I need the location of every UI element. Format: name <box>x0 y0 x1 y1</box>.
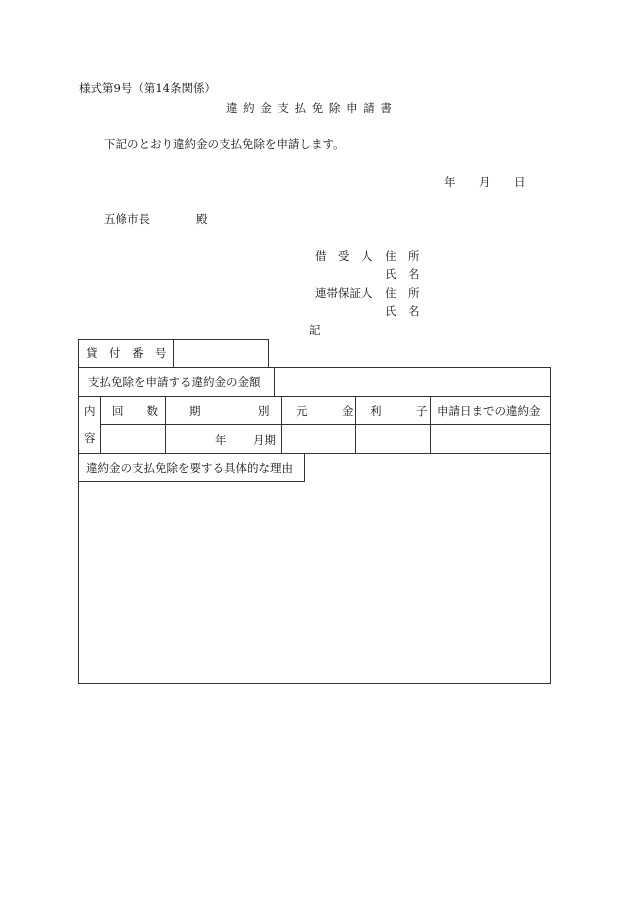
borrower-name-label: 氏 名 <box>385 267 420 281</box>
date-day: 日 <box>514 175 526 189</box>
penalty-value[interactable] <box>432 426 549 452</box>
document-title: 違 約 金 支 払 免 除 申 請 書 <box>226 101 393 115</box>
col-count-divider <box>165 396 166 453</box>
amount-value[interactable] <box>276 369 549 395</box>
count-value[interactable] <box>102 426 164 452</box>
header-principal: 元 金 <box>296 404 354 418</box>
borrower-address-label: 住 所 <box>385 249 420 263</box>
header-count: 回 数 <box>112 404 158 418</box>
header-interest: 利 子 <box>370 404 428 418</box>
borrower-label: 借 受 人 <box>315 249 373 263</box>
date-month: 月 <box>479 175 491 189</box>
loan-number-divider <box>173 339 174 368</box>
loan-number-label: 貸 付 番 号 <box>86 346 167 360</box>
amount-label: 支払免除を申請する違約金の金額 <box>88 375 261 389</box>
intro-text: 下記のとおり違約金の支払免除を申請します。 <box>104 137 345 151</box>
guarantor-label: 連帯保証人 <box>315 286 373 300</box>
header-period: 期 別 <box>189 404 270 418</box>
principal-value[interactable] <box>283 426 354 452</box>
naiyo-top: 内 <box>84 404 96 418</box>
guarantor-name-label: 氏 名 <box>385 304 420 318</box>
addressee-name: 五條市長 <box>104 212 150 226</box>
row2-bottom-line <box>78 396 551 397</box>
period-year: 年 <box>215 433 227 447</box>
addressee-honorific: 殿 <box>196 212 208 226</box>
date-year: 年 <box>444 175 456 189</box>
header-penalty-until: 申請日までの違約金 <box>437 404 541 418</box>
amount-divider <box>274 367 275 397</box>
form-number: 様式第9号（第14条関係） <box>79 81 216 95</box>
loan-number-value[interactable] <box>175 341 267 367</box>
guarantor-address-label: 住 所 <box>385 286 420 300</box>
ki-label: 記 <box>309 323 321 337</box>
reason-label: 違約金の支払免除を要する具体的な理由 <box>86 461 293 475</box>
reason-area[interactable] <box>80 483 549 682</box>
col-interest-divider <box>430 396 431 453</box>
naiyo-bottom: 容 <box>84 431 96 445</box>
interest-value[interactable] <box>357 426 429 452</box>
period-month: 月期 <box>253 433 276 447</box>
col-principal-divider <box>355 396 356 453</box>
header-bottom-line <box>100 424 551 425</box>
col-period-divider <box>281 396 282 453</box>
